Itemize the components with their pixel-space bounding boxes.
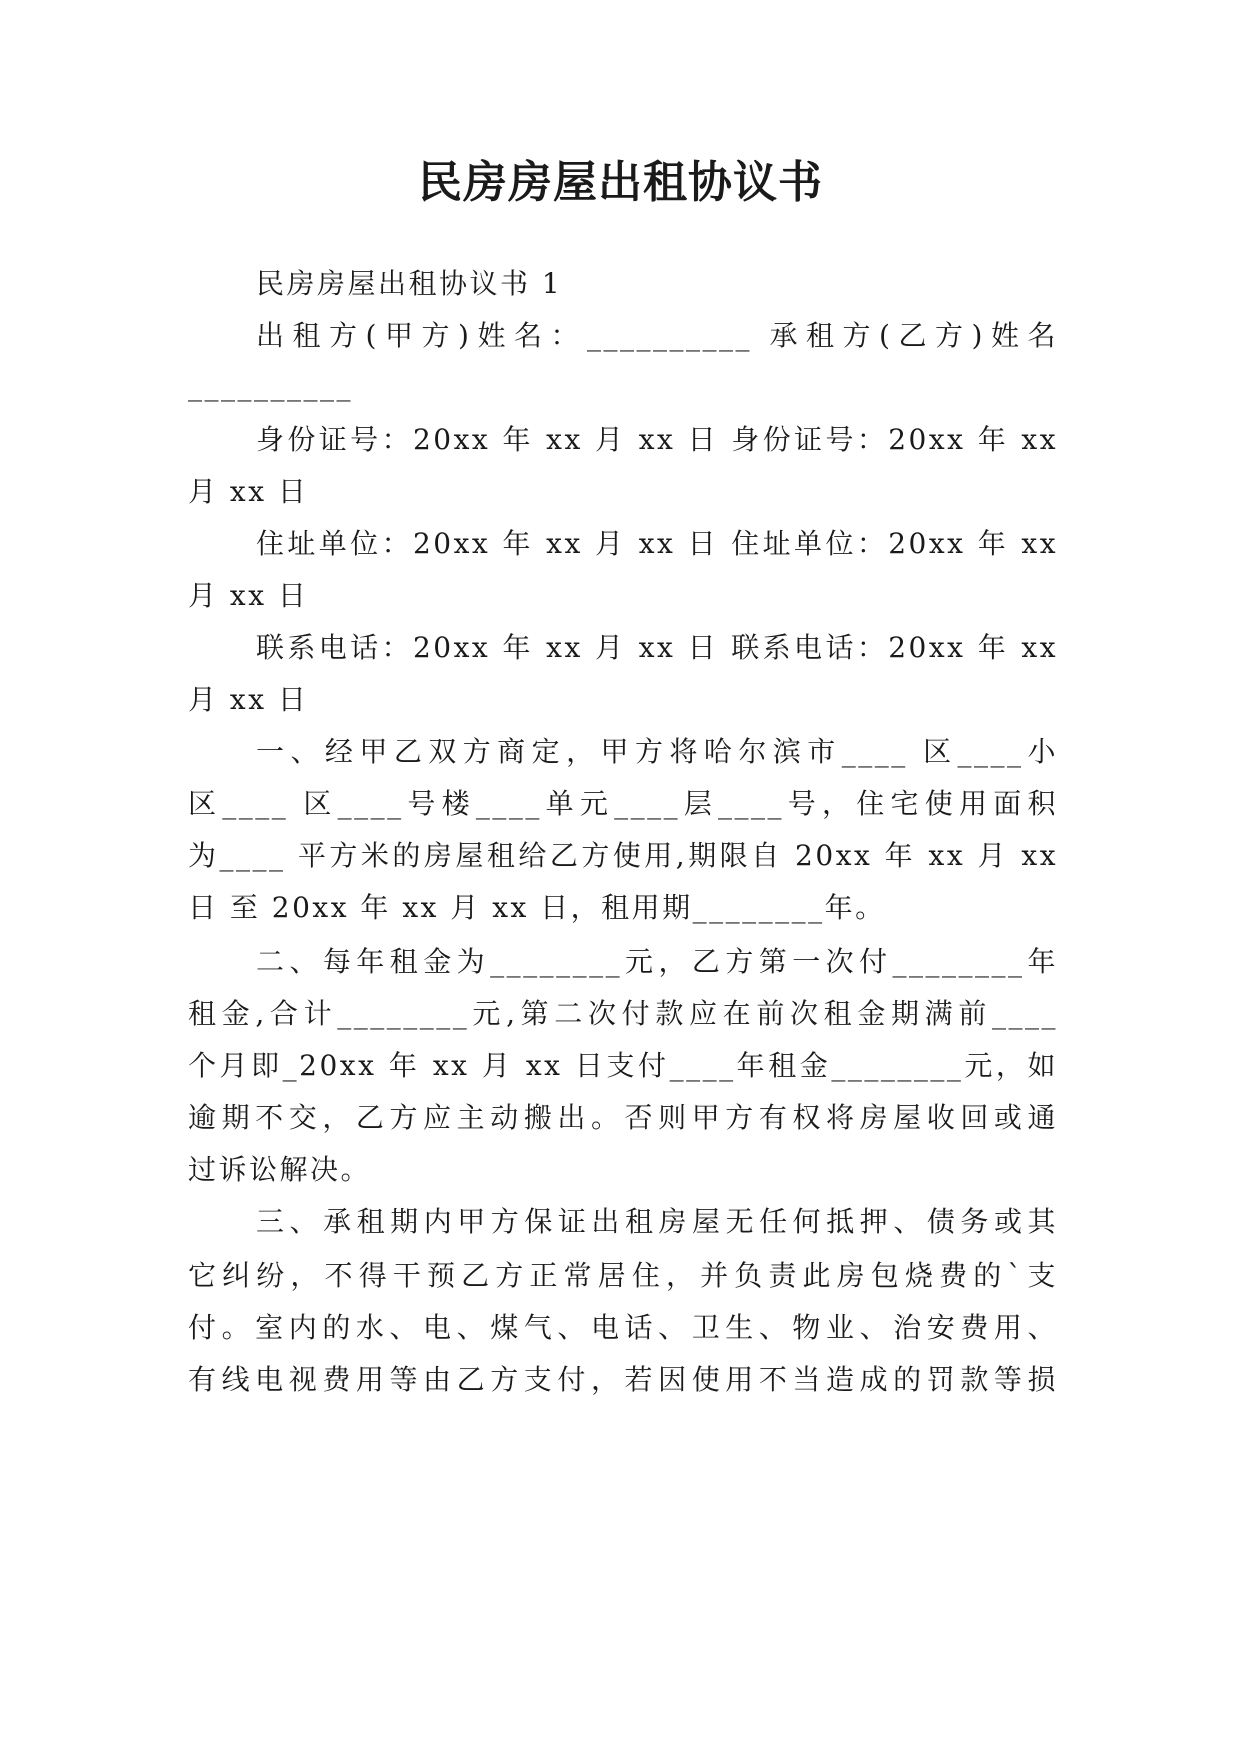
text-line: __________ [188, 369, 353, 402]
text-line: 过诉讼解决。 [188, 1153, 372, 1186]
text-line: 出租方(甲方)姓名：__________ 承租方(乙方)姓名 [256, 319, 1058, 352]
text-line: 付。室内的水、电、煤气、电话、卫生、物业、治安费用、 [188, 1311, 1058, 1344]
text-line: 区____ 区____号楼____单元____层____号，住宅使用面积 [188, 787, 1058, 820]
text-line: 一、经甲乙双方商定，甲方将哈尔滨市____ 区____小 [256, 735, 1058, 768]
text-line: 月 xx 日 [188, 579, 309, 612]
text-line: 它纠纷，不得干预乙方正常居住，并负责此房包烧费的`支 [188, 1259, 1058, 1292]
text-line: 住址单位：20xx 年 xx 月 xx 日 住址单位：20xx 年 xx [256, 527, 1058, 560]
text-line: 月 xx 日 [188, 475, 309, 508]
text-line: 日 至 20xx 年 xx 月 xx 日，租用期________年。 [188, 891, 886, 924]
text-line: 月 xx 日 [188, 683, 309, 716]
text-line: 联系电话：20xx 年 xx 月 xx 日 联系电话：20xx 年 xx [256, 631, 1058, 664]
text-line: 身份证号：20xx 年 xx 月 xx 日 身份证号：20xx 年 xx [256, 423, 1058, 456]
text-line: 个月即_20xx 年 xx 月 xx 日支付____年租金________元，如 [188, 1049, 1058, 1082]
text-line: 逾期不交，乙方应主动搬出。否则甲方有权将房屋收回或通 [188, 1101, 1058, 1134]
document-title: 民房房屋出租协议书 [418, 157, 823, 208]
text-line: 租金,合计________元,第二次付款应在前次租金期满前____ [188, 997, 1058, 1030]
text-line: 二、每年租金为________元，乙方第一次付________年 [256, 945, 1058, 978]
text-line: 为____ 平方米的房屋租给乙方使用,期限自 20xx 年 xx 月 xx [188, 839, 1058, 872]
text-line: 有线电视费用等由乙方支付，若因使用不当造成的罚款等损 [188, 1363, 1058, 1396]
section-heading: 民房房屋出租协议书 1 [256, 267, 563, 300]
text-line: 三、承租期内甲方保证出租房屋无任何抵押、债务或其 [256, 1205, 1058, 1238]
